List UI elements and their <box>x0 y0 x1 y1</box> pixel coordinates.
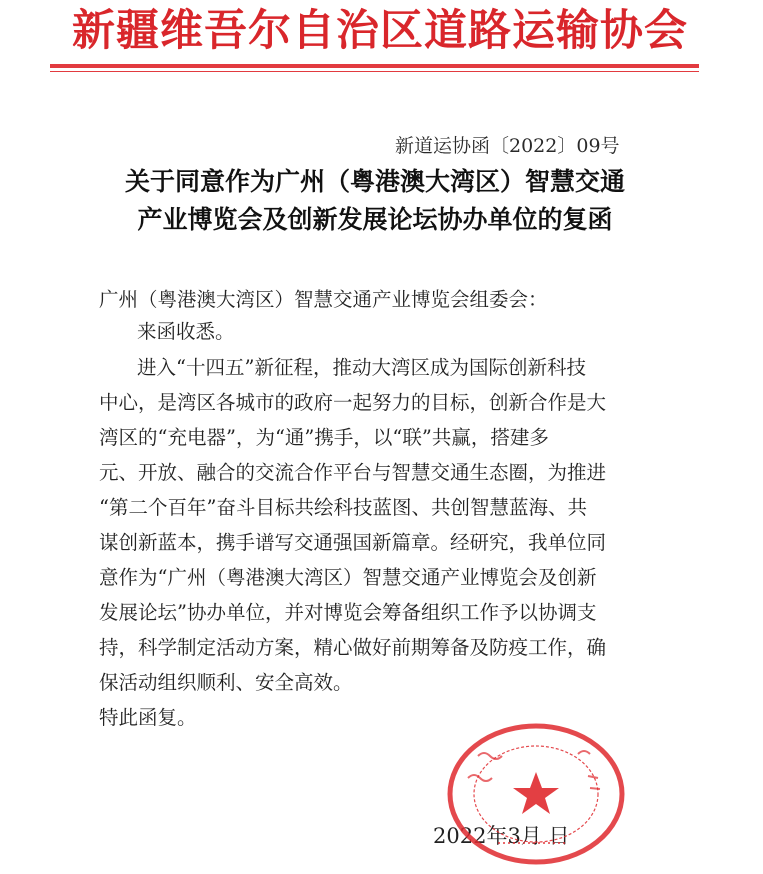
body-line: “第二个百年”奋斗目标共绘科技蓝图、共创智慧蓝海、共 <box>99 496 587 519</box>
body-line: 持，科学制定活动方案，精心做好前期筹备及防疫工作，确 <box>99 636 607 659</box>
salutation: 广州（粤港澳大湾区）智慧交通产业博览会组委会： <box>99 288 548 311</box>
body-line: 中心，是湾区各城市的政府一起努力的目标，创新合作是大 <box>99 391 607 414</box>
body-line: 来函收悉。 <box>137 320 235 343</box>
letterhead-rule-thick <box>50 64 699 68</box>
body-line: 意作为“广州（粤港澳大湾区）智慧交通产业博览会及创新 <box>99 566 597 589</box>
letterhead-title: 新疆维吾尔自治区道路运输协会 <box>72 6 688 56</box>
signature-date: 2022年3月 日 <box>433 824 570 848</box>
body-line: 保活动组织顺利、安全高效。 <box>99 671 353 694</box>
body-line: 谋创新蓝本，携手谱写交通强国新篇章。经研究，我单位同 <box>99 531 607 554</box>
document-title-line-1: 关于同意作为广州（粤港澳大湾区）智慧交通 <box>124 167 625 196</box>
body-line: 元、开放、融合的交流合作平台与智慧交通生态圈，为推进 <box>99 461 607 484</box>
body-line: 湾区的“充电器”，为“通”携手，以“联”共赢，搭建多 <box>99 426 549 449</box>
seal-star-icon <box>513 772 559 814</box>
document-number: 新道运协函〔2022〕09号 <box>395 135 620 157</box>
closing-line: 特此函复。 <box>99 706 197 729</box>
document-title-line-2: 产业博览会及创新发展论坛协办单位的复函 <box>137 205 613 234</box>
official-seal <box>438 718 628 868</box>
letterhead-rule-thin <box>50 71 699 72</box>
body-line: 发展论坛”协办单位，并对博览会筹备组织工作予以协调支 <box>99 601 597 624</box>
body-line: 进入“十四五”新征程，推动大湾区成为国际创新科技 <box>137 356 586 379</box>
